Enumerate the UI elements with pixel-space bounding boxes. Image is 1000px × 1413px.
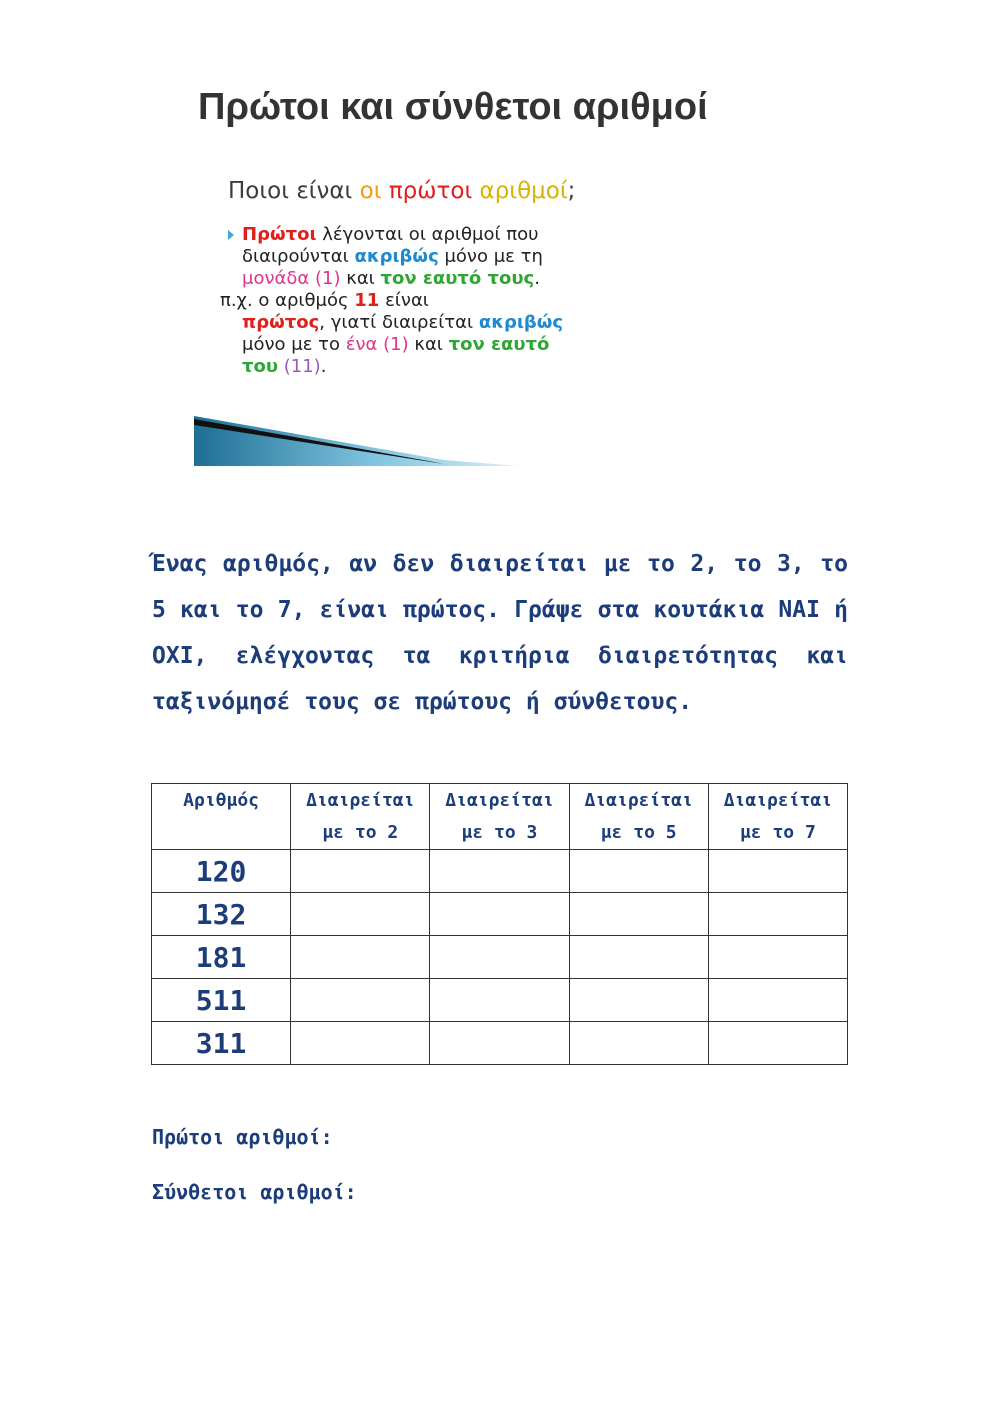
answer-cell-by-5[interactable] <box>569 936 708 979</box>
answer-cell-by-3[interactable] <box>430 1022 569 1065</box>
slide-decoration-wedge <box>194 416 524 468</box>
header-divisible-by-2: Διαιρείται με το 2 <box>291 784 430 850</box>
slide-line-3: μονάδα (1) και τον εαυτό τους. <box>242 268 540 289</box>
page-title: Πρώτοι και σύνθετοι αριθμοί <box>198 86 708 128</box>
answer-cell-by-2[interactable] <box>291 850 430 893</box>
slide-question: Ποιοι είναι οι πρώτοι αριθμοί; <box>228 178 576 204</box>
prime-numbers-label: Πρώτοι αριθμοί: <box>152 1125 333 1149</box>
answer-cell-by-3[interactable] <box>430 893 569 936</box>
answer-cell-by-7[interactable] <box>708 936 847 979</box>
table-row <box>152 936 848 979</box>
answer-cell-by-2[interactable] <box>291 979 430 1022</box>
composite-numbers-label: Σύνθετοι αριθμοί: <box>152 1180 357 1204</box>
slide-line-7: του (11). <box>242 356 327 377</box>
slide-definition-text <box>220 224 728 378</box>
answer-cell-by-7[interactable] <box>708 893 847 936</box>
slide-line-5: πρώτος, γιατί διαιρείται ακριβώς <box>242 312 564 333</box>
header-divisible-by-5: Διαιρείται με το 5 <box>569 784 708 850</box>
slide-line-2: διαιρούνται ακριβώς μόνο με τη <box>242 246 543 267</box>
answer-cell-by-7[interactable] <box>708 850 847 893</box>
slide-line-6: μόνο με το ένα (1) και τον εαυτό <box>242 334 550 355</box>
answer-cell-by-2[interactable] <box>291 893 430 936</box>
answer-cell-by-2[interactable] <box>291 1022 430 1065</box>
answer-cell-by-3[interactable] <box>430 850 569 893</box>
header-divisible-by-3: Διαιρείται με το 3 <box>430 784 569 850</box>
answer-cell-by-7[interactable] <box>708 1022 847 1065</box>
answer-cell-by-5[interactable] <box>569 979 708 1022</box>
header-divisible-by-7: Διαιρείται με το 7 <box>708 784 847 850</box>
number-cell: 181 <box>152 936 291 979</box>
table-row <box>152 979 848 1022</box>
instruction-text: Ένας αριθμός, αν δεν διαιρείται με το 2, το 3, το 5 και το 7, είναι πρώτος. Γράψε στα κουτάκια ΝΑΙ ή ΟΧΙ, ελέγχοντας τα κριτήρια διαιρετότητας και ταξινόμησέ τους σε πρώτους ή σύνθετους. <box>152 551 848 715</box>
definition-slide-image <box>194 168 734 468</box>
number-cell: 311 <box>152 1022 291 1065</box>
answer-cell-by-7[interactable] <box>708 979 847 1022</box>
answer-cell-by-3[interactable] <box>430 936 569 979</box>
number-cell: 511 <box>152 979 291 1022</box>
table-row <box>152 850 848 893</box>
table-row <box>152 893 848 936</box>
table-row <box>152 1022 848 1065</box>
table-header-row <box>152 784 848 850</box>
header-number: Αριθμός <box>152 784 291 850</box>
number-cell: 120 <box>152 850 291 893</box>
divisibility-table <box>151 783 848 1065</box>
number-cell: 132 <box>152 893 291 936</box>
answer-cell-by-5[interactable] <box>569 850 708 893</box>
bullet-icon <box>228 230 234 240</box>
answer-cell-by-5[interactable] <box>569 1022 708 1065</box>
answer-cell-by-2[interactable] <box>291 936 430 979</box>
slide-line-4: π.χ. ο αριθμός 11 είναι <box>220 290 429 311</box>
answer-cell-by-5[interactable] <box>569 893 708 936</box>
slide-line-1: Πρώτοι λέγονται οι αριθμοί που <box>228 224 728 246</box>
answer-cell-by-3[interactable] <box>430 979 569 1022</box>
